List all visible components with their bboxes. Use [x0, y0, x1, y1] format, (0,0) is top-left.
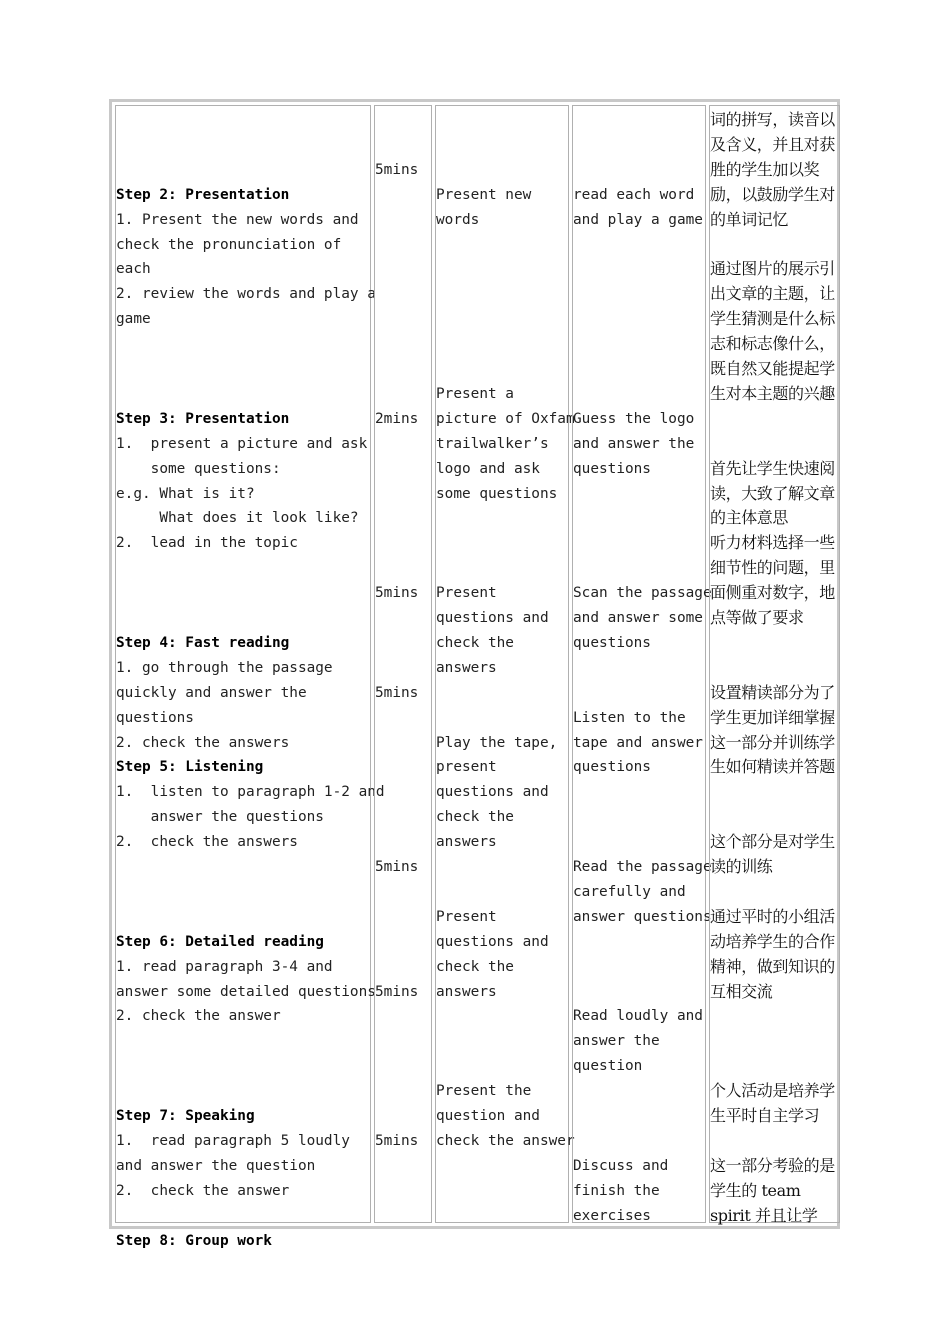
teacher-activity-line: some questions	[436, 485, 558, 502]
step-line: Step 5: Listening	[116, 759, 264, 776]
teacher-activity-line: check the	[436, 958, 514, 975]
step-line: 1. go through the passage	[116, 659, 333, 676]
student-activity-line: Scan the passage	[573, 585, 712, 602]
step-line: 2. check the answer	[116, 1008, 281, 1025]
student-activity-line: questions	[573, 759, 651, 776]
purpose-line: 读的训练	[710, 857, 773, 876]
teacher-activity-line: questions and	[436, 933, 549, 950]
step-line: each	[116, 261, 151, 278]
step-line: 1. listen to paragraph 1-2 and	[116, 784, 385, 801]
purpose-line: 这一部分考验的是	[710, 1155, 835, 1175]
step-line: Step 4: Fast reading	[116, 634, 290, 651]
purpose-line: 学生更加详细掌握	[710, 707, 835, 727]
step-line: 2. check the answers	[116, 734, 290, 751]
step-line: 2. lead in the topic	[116, 535, 298, 552]
step-line: Step 6: Detailed reading	[116, 933, 324, 950]
step-line: Step 7: Speaking	[116, 1108, 255, 1124]
time-value: 5mins	[375, 585, 419, 602]
step-line: answer the questions	[116, 809, 324, 826]
purpose-line: 点等做了要求	[710, 608, 804, 627]
step-line: game	[116, 311, 151, 328]
student-activity-line: questions	[573, 460, 651, 477]
purpose-line: 通过图片的展示引	[710, 259, 835, 279]
purpose-line: 这个部分是对学生	[710, 832, 835, 852]
teacher-activity-line: Present a	[436, 385, 514, 402]
student-activity-line: Listen to the	[573, 709, 686, 726]
step-line: some questions:	[116, 460, 281, 477]
teacher-activity-line: questions and	[436, 610, 549, 626]
student-activity-line: answer the	[573, 1033, 660, 1050]
time-column	[374, 105, 432, 1223]
step-line: Step 3: Presentation	[116, 410, 290, 427]
student-activity-line: and answer some	[573, 610, 703, 626]
teacher-activity-line: Present	[436, 585, 497, 602]
purpose-line: 志和标志像什么，	[710, 334, 835, 354]
teacher-activity-line: trailwalker’s	[436, 435, 549, 452]
step-line: 2. check the answer	[116, 1182, 290, 1199]
purpose-line: 听力材料选择一些	[710, 533, 835, 553]
teacher-activity-line: Present the	[436, 1083, 532, 1100]
teacher-activity-line: question and	[436, 1108, 540, 1124]
purpose-line: 通过平时的小组活	[710, 906, 835, 926]
steps-column	[115, 105, 385, 1249]
student-activity-line: carefully and	[573, 883, 686, 900]
time-value: 2mins	[375, 410, 419, 427]
purpose-line: 精神，做到知识的	[710, 956, 835, 976]
lesson-plan-table	[109, 99, 840, 1249]
step-line: 1. present a picture and ask	[116, 435, 368, 452]
teacher-activity-line: answers	[436, 983, 497, 1000]
step-line: questions	[116, 709, 194, 726]
teacher-activity-line: check the	[436, 634, 514, 651]
purpose-line: 读，大致了解文章	[710, 483, 835, 503]
step-line: check the pronunciation of	[116, 236, 342, 253]
purpose-line: 励，以鼓励学生对	[710, 184, 835, 204]
teacher-activity-line: check the	[436, 809, 514, 826]
step-line: What does it look like?	[116, 510, 359, 527]
student-activity-line: Discuss and	[573, 1157, 669, 1174]
student-activity-line: tape and answer	[573, 734, 703, 751]
purpose-line: 细节性的问题，里	[710, 558, 835, 578]
time-value: 5mins	[375, 684, 419, 701]
student-activity-line: and answer the	[573, 435, 695, 452]
purpose-line: 动培养学生的合作	[710, 931, 835, 951]
teacher-activity-line: words	[436, 211, 480, 228]
teacher-activity-line: present	[436, 759, 497, 776]
teacher-activity-line: questions and	[436, 784, 549, 801]
step-line: 1. read paragraph 5 loudly	[116, 1132, 350, 1149]
student-activity-line: Read loudly and	[573, 1008, 703, 1025]
teacher-activity-line: Play the tape,	[436, 734, 558, 751]
student-activity-line: question	[573, 1058, 643, 1075]
time-value: 5mins	[375, 983, 419, 1000]
time-value: 5mins	[375, 859, 419, 875]
purpose-line: 出文章的主题，让	[710, 284, 835, 304]
teacher-activity-line: answers	[436, 659, 497, 676]
step-line: quickly and answer the	[116, 684, 307, 701]
purpose-column	[709, 105, 840, 1223]
step-line: Step 2: Presentation	[116, 186, 290, 203]
teacher-activity-line: Present new	[436, 186, 532, 203]
step-line: 1. read paragraph 3-4 and	[116, 958, 333, 975]
step-line: e.g. What is it?	[116, 485, 255, 502]
step-line: 2. review the words and play a	[116, 286, 376, 303]
purpose-line: 胜的学生加以奖	[710, 159, 820, 179]
student-activity-line: questions	[573, 634, 651, 651]
time-value: 5mins	[375, 1132, 419, 1149]
teacher-activity-line: check the answer	[436, 1132, 575, 1149]
step-line: 1. Present the new words and	[116, 211, 359, 228]
purpose-line: 生如何精读并答题	[710, 757, 835, 777]
step-line: answer some detailed questions	[116, 983, 376, 1000]
purpose-line: 互相交流	[710, 981, 773, 1001]
purpose-line: spirit 并且让学	[710, 1205, 818, 1225]
purpose-line: 这一部分并训练学	[710, 732, 835, 752]
purpose-line: 的单词记忆	[710, 209, 789, 229]
student-activity-column	[572, 105, 712, 1224]
student-activity-line: answer questions	[573, 908, 712, 925]
student-activity-line: exercises	[573, 1207, 651, 1224]
teacher-activity-line: answers	[436, 834, 497, 851]
purpose-line: 生对本主题的兴趣	[710, 383, 835, 403]
purpose-line: 的主体意思	[710, 508, 789, 528]
purpose-line: 既自然又能提起学	[710, 359, 835, 378]
purpose-line: 个人活动是培养学	[710, 1081, 835, 1101]
time-value: 5mins	[375, 161, 419, 178]
teacher-activity-column	[435, 105, 575, 1223]
purpose-line: 面侧重对数字，地	[710, 583, 835, 603]
student-activity-line: Read the passage	[573, 859, 712, 875]
purpose-line: 词的拼写，读音以	[710, 110, 835, 129]
purpose-line: 生平时自主学习	[710, 1106, 820, 1125]
teacher-activity-line: picture of Oxfam	[436, 410, 575, 427]
purpose-line: 学生的 team	[710, 1180, 801, 1200]
student-activity-line: Guess the logo	[573, 410, 695, 427]
student-activity-line: finish the	[573, 1182, 660, 1199]
step-line: 2. check the answers	[116, 834, 298, 851]
purpose-line: 及含义，并且对获	[710, 134, 835, 154]
step-line: Step 8: Group work	[116, 1232, 272, 1249]
purpose-line: 首先让学生快速阅	[710, 458, 835, 478]
purpose-line: 学生猜测是什么标	[710, 309, 835, 329]
purpose-line: 设置精读部分为了	[710, 682, 835, 702]
teacher-activity-line: Present	[436, 908, 497, 925]
student-activity-line: read each word	[573, 186, 695, 203]
step-line: and answer the question	[116, 1157, 316, 1174]
student-activity-line: and play a game	[573, 211, 703, 228]
teacher-activity-line: logo and ask	[436, 460, 540, 477]
